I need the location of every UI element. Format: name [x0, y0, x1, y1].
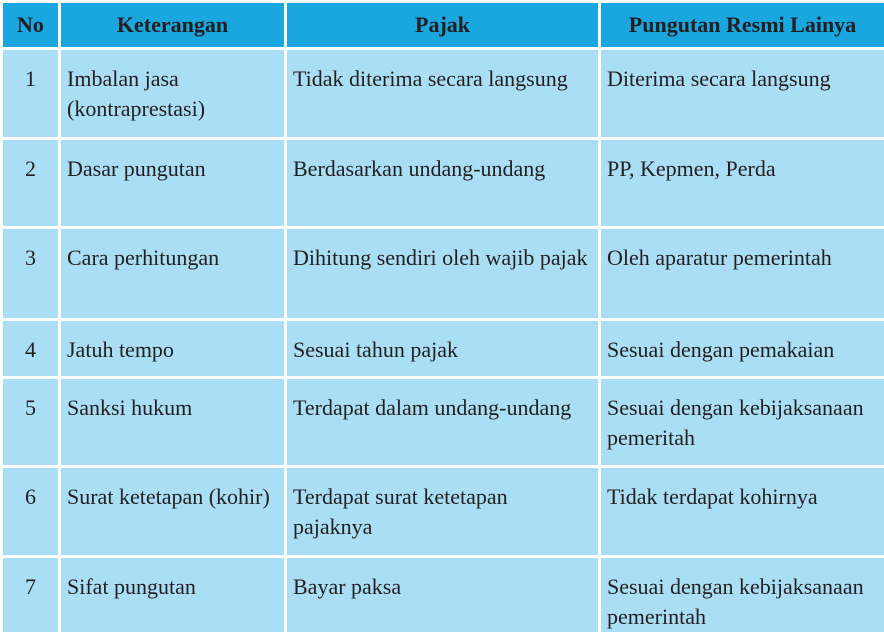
row-number: 4 — [2, 320, 60, 378]
header-pungutan-resmi-lainya: Pungutan Resmi Lainya — [600, 2, 884, 49]
keterangan-cell: Imbalan jasa (kontraprestasi) — [60, 49, 286, 139]
table-row — [2, 139, 884, 228]
pajak-cell: Terdapat dalam undang-undang — [286, 378, 600, 467]
pungutan-lainya-cell: Oleh aparatur pemerintah — [600, 228, 884, 320]
table-body — [2, 49, 884, 634]
keterangan-cell: Surat ketetapan (kohir) — [60, 467, 286, 557]
pungutan-lainya-cell: Sesuai dengan pemakaian — [600, 320, 884, 378]
table-row — [2, 378, 884, 467]
row-number: 3 — [2, 228, 60, 320]
header-no: No — [2, 2, 60, 49]
pajak-cell: Bayar paksa — [286, 557, 600, 634]
row-number: 2 — [2, 139, 60, 228]
pajak-cell: Tidak diterima secara langsung — [286, 49, 600, 139]
pungutan-lainya-cell: Sesuai dengan kebijaksanaan pemeritah — [600, 378, 884, 467]
table-row — [2, 320, 884, 378]
keterangan-cell: Dasar pungutan — [60, 139, 286, 228]
row-number: 1 — [2, 49, 60, 139]
keterangan-cell: Jatuh tempo — [60, 320, 286, 378]
table-row — [2, 228, 884, 320]
pajak-cell: Terdapat surat ketetapan pajaknya — [286, 467, 600, 557]
pungutan-lainya-cell: Diterima secara langsung — [600, 49, 884, 139]
pajak-cell: Dihitung sendiri oleh wajib pajak — [286, 228, 600, 320]
pajak-cell: Sesuai tahun pajak — [286, 320, 600, 378]
pungutan-lainya-cell: Tidak terdapat kohirnya — [600, 467, 884, 557]
row-number: 5 — [2, 378, 60, 467]
header-keterangan: Keterangan — [60, 2, 286, 49]
pajak-cell: Berdasarkan undang-undang — [286, 139, 600, 228]
table-row — [2, 467, 884, 557]
pungutan-lainya-cell: PP, Kepmen, Perda — [600, 139, 884, 228]
table-header — [2, 2, 884, 49]
keterangan-cell: Sanksi hukum — [60, 378, 286, 467]
keterangan-cell: Cara perhitungan — [60, 228, 286, 320]
header-row — [2, 2, 884, 49]
table-row — [2, 557, 884, 634]
pungutan-lainya-cell: Sesuai dengan kebijaksanaan pemerintah — [600, 557, 884, 634]
table-row — [2, 49, 884, 139]
row-number: 7 — [2, 557, 60, 634]
row-number: 6 — [2, 467, 60, 557]
header-pajak: Pajak — [286, 2, 600, 49]
keterangan-cell: Sifat pungutan — [60, 557, 286, 634]
